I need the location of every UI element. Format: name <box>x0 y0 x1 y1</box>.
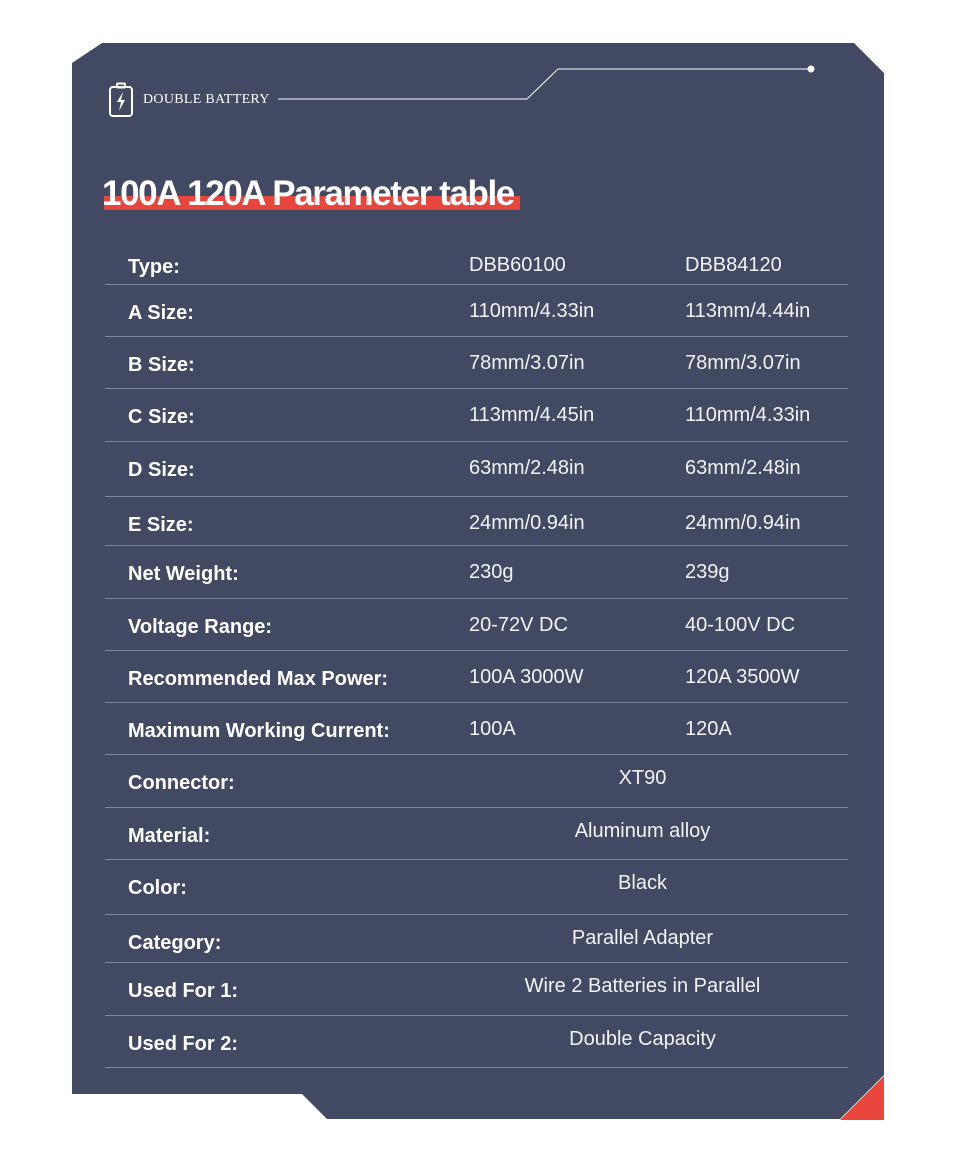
row-value-dbb84120: 78mm/3.07in <box>685 351 801 374</box>
brand-header <box>108 82 270 118</box>
table-row <box>105 546 848 599</box>
row-label: Material: <box>128 824 211 847</box>
row-label: B Size: <box>128 353 195 376</box>
row-value-dbb84120: 63mm/2.48in <box>685 456 801 479</box>
table-row <box>105 239 848 285</box>
row-value-dbb60100: 110mm/4.33in <box>469 299 595 322</box>
row-label: A Size: <box>128 301 194 324</box>
row-value-dbb84120: 110mm/4.33in <box>685 403 811 426</box>
table-row <box>105 337 848 389</box>
table-row <box>105 497 848 546</box>
row-value-dbb84120: 24mm/0.94in <box>685 511 801 534</box>
row-label: Used For 1: <box>128 979 239 1002</box>
row-value-dbb60100: 100A <box>469 717 516 740</box>
parameter-table <box>105 239 848 1068</box>
row-label: Net Weight: <box>128 562 239 585</box>
row-value: Aluminum alloy <box>574 819 711 842</box>
row-value-dbb60100: 230g <box>469 560 514 583</box>
table-row <box>105 1016 848 1068</box>
row-value: XT90 <box>618 766 667 789</box>
battery-charge-icon <box>108 82 134 118</box>
row-value-dbb60100: 20-72V DC <box>469 613 568 636</box>
row-value-dbb60100: DBB60100 <box>469 253 566 276</box>
table-row <box>105 808 848 860</box>
table-row <box>105 389 848 442</box>
table-row <box>105 963 848 1016</box>
table-row <box>105 442 848 497</box>
row-value: Wire 2 Batteries in Parallel <box>524 974 761 997</box>
row-value: Black <box>618 871 667 894</box>
row-value-dbb60100: 100A 3000W <box>469 665 584 688</box>
row-label: E Size: <box>128 513 194 536</box>
table-row <box>105 599 848 651</box>
row-label: Color: <box>128 876 187 899</box>
row-label: Type: <box>128 255 180 278</box>
row-value-dbb84120: DBB84120 <box>685 253 782 276</box>
row-label: Maximum Working Current: <box>128 719 390 742</box>
row-label: Category: <box>128 931 222 954</box>
row-value-dbb84120: 40-100V DC <box>685 613 796 636</box>
table-row <box>105 703 848 755</box>
row-value-dbb60100: 113mm/4.45in <box>469 403 595 426</box>
table-row <box>105 755 848 808</box>
row-value-dbb60100: 78mm/3.07in <box>469 351 585 374</box>
row-label: Used For 2: <box>128 1032 239 1055</box>
table-row <box>105 285 848 337</box>
row-value: Parallel Adapter <box>571 926 714 949</box>
row-value-dbb84120: 120A <box>685 717 732 740</box>
row-label: C Size: <box>128 405 195 428</box>
table-row <box>105 860 848 915</box>
row-value: Double Capacity <box>569 1027 716 1050</box>
row-value-dbb60100: 24mm/0.94in <box>469 511 585 534</box>
row-value-dbb84120: 120A 3500W <box>685 665 800 688</box>
row-value-dbb60100: 63mm/2.48in <box>469 456 585 479</box>
row-label: Connector: <box>128 771 235 794</box>
row-value-dbb84120: 239g <box>685 560 730 583</box>
row-label: Voltage Range: <box>128 615 273 638</box>
row-label: Recommended Max Power: <box>128 667 389 690</box>
table-row <box>105 915 848 963</box>
row-value-dbb84120: 113mm/4.44in <box>685 299 811 322</box>
table-row <box>105 651 848 703</box>
row-label: D Size: <box>128 458 195 481</box>
page-title: 100A 120A Parameter table <box>102 174 514 213</box>
brand-label: DOUBLE BATTERY <box>143 92 270 107</box>
